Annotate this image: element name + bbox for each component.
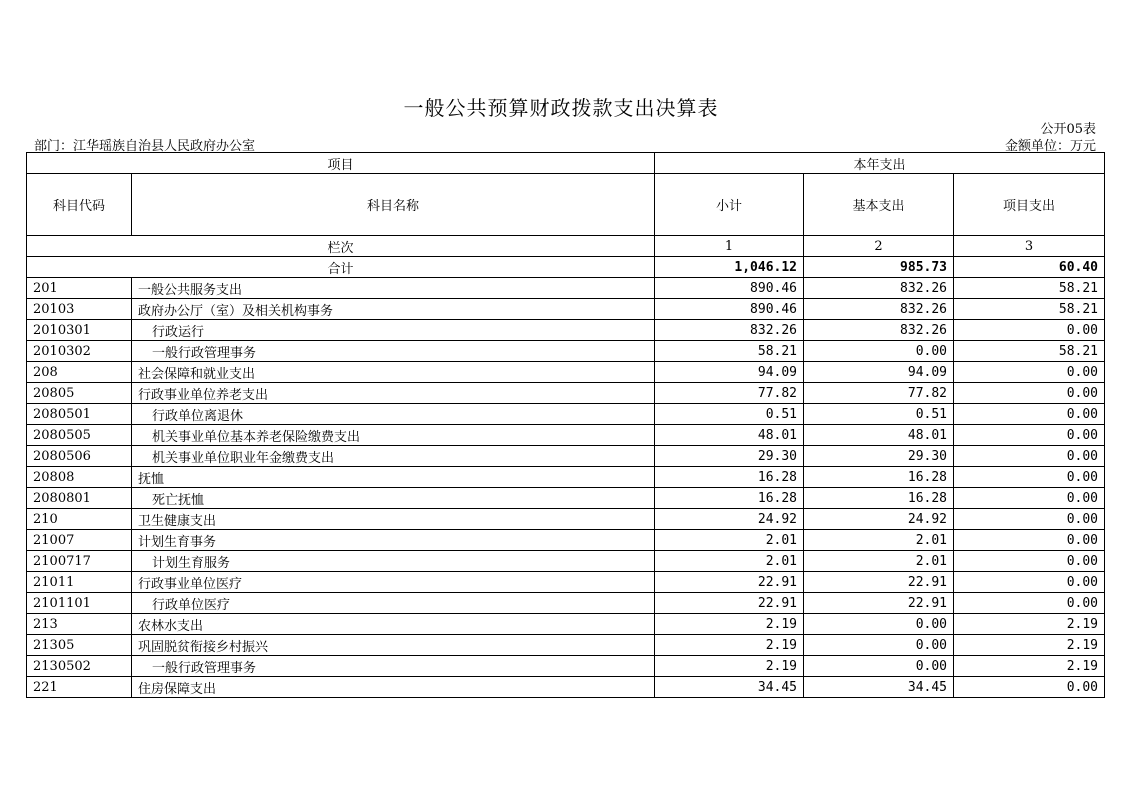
row-code: 20808 <box>27 467 132 488</box>
row-name: 行政运行 <box>132 320 655 341</box>
row-basic: 94.09 <box>804 362 954 383</box>
row-basic: 0.00 <box>804 656 954 677</box>
row-basic: 2.01 <box>804 530 954 551</box>
table-row <box>27 635 1105 656</box>
column-number-label: 栏次 <box>27 236 655 257</box>
row-name: 行政单位离退休 <box>132 404 655 425</box>
row-basic: 22.91 <box>804 572 954 593</box>
row-basic: 16.28 <box>804 488 954 509</box>
table-row <box>27 341 1105 362</box>
row-name: 卫生健康支出 <box>132 509 655 530</box>
row-basic: 0.00 <box>804 614 954 635</box>
row-code: 2130502 <box>27 656 132 677</box>
table-row <box>27 593 1105 614</box>
total-project: 60.40 <box>954 257 1105 278</box>
row-name: 一般公共服务支出 <box>132 278 655 299</box>
header-item: 项目 <box>27 153 655 174</box>
row-subtotal: 890.46 <box>655 299 804 320</box>
total-row <box>27 257 1105 278</box>
row-basic: 0.00 <box>804 341 954 362</box>
row-basic: 832.26 <box>804 299 954 320</box>
row-project: 0.00 <box>954 593 1105 614</box>
table-row <box>27 509 1105 530</box>
row-project: 2.19 <box>954 656 1105 677</box>
header-name: 科目名称 <box>132 174 655 236</box>
row-name: 行政事业单位养老支出 <box>132 383 655 404</box>
table-row <box>27 677 1105 698</box>
total-basic: 985.73 <box>804 257 954 278</box>
row-code: 21305 <box>27 635 132 656</box>
row-name: 机关事业单位基本养老保险缴费支出 <box>132 425 655 446</box>
row-subtotal: 2.19 <box>655 614 804 635</box>
row-code: 208 <box>27 362 132 383</box>
row-name: 计划生育事务 <box>132 530 655 551</box>
header-project: 项目支出 <box>954 174 1105 236</box>
form-number: 公开05表 <box>1040 122 1096 137</box>
table-row <box>27 614 1105 635</box>
row-name: 农林水支出 <box>132 614 655 635</box>
row-basic: 22.91 <box>804 593 954 614</box>
row-basic: 2.01 <box>804 551 954 572</box>
row-subtotal: 2.19 <box>655 635 804 656</box>
row-project: 2.19 <box>954 614 1105 635</box>
table-row <box>27 362 1105 383</box>
row-subtotal: 0.51 <box>655 404 804 425</box>
row-basic: 832.26 <box>804 278 954 299</box>
row-project: 0.00 <box>954 677 1105 698</box>
row-name: 死亡抚恤 <box>132 488 655 509</box>
row-subtotal: 832.26 <box>655 320 804 341</box>
column-number-1: 1 <box>655 236 804 257</box>
table-row <box>27 404 1105 425</box>
row-code: 21007 <box>27 530 132 551</box>
row-project: 0.00 <box>954 404 1105 425</box>
table-row <box>27 572 1105 593</box>
row-code: 221 <box>27 677 132 698</box>
amount-unit-label: 金额单位：万元 <box>1004 139 1096 154</box>
table-row <box>27 299 1105 320</box>
row-subtotal: 22.91 <box>655 593 804 614</box>
row-name: 机关事业单位职业年金缴费支出 <box>132 446 655 467</box>
row-subtotal: 16.28 <box>655 467 804 488</box>
table-row <box>27 425 1105 446</box>
table-row <box>27 278 1105 299</box>
header-basic: 基本支出 <box>804 174 954 236</box>
row-name: 一般行政管理事务 <box>132 656 655 677</box>
row-project: 58.21 <box>954 341 1105 362</box>
row-code: 210 <box>27 509 132 530</box>
row-subtotal: 16.28 <box>655 488 804 509</box>
total-subtotal: 1,046.12 <box>655 257 804 278</box>
header-code: 科目代码 <box>27 174 132 236</box>
row-name: 行政单位医疗 <box>132 593 655 614</box>
column-number-3: 3 <box>954 236 1105 257</box>
row-project: 0.00 <box>954 509 1105 530</box>
row-project: 0.00 <box>954 467 1105 488</box>
row-subtotal: 2.01 <box>655 551 804 572</box>
row-subtotal: 29.30 <box>655 446 804 467</box>
table-row <box>27 488 1105 509</box>
row-project: 0.00 <box>954 530 1105 551</box>
row-name: 政府办公厅（室）及相关机构事务 <box>132 299 655 320</box>
row-name: 住房保障支出 <box>132 677 655 698</box>
row-project: 0.00 <box>954 320 1105 341</box>
row-name: 行政事业单位医疗 <box>132 572 655 593</box>
row-basic: 48.01 <box>804 425 954 446</box>
header-subtotal: 小计 <box>655 174 804 236</box>
row-name: 一般行政管理事务 <box>132 341 655 362</box>
row-code: 2080506 <box>27 446 132 467</box>
row-code: 2100717 <box>27 551 132 572</box>
row-project: 0.00 <box>954 446 1105 467</box>
column-number-2: 2 <box>804 236 954 257</box>
department-label: 部门：江华瑶族自治县人民政府办公室 <box>34 139 256 154</box>
row-subtotal: 2.19 <box>655 656 804 677</box>
row-subtotal: 94.09 <box>655 362 804 383</box>
row-name: 巩固脱贫衔接乡村振兴 <box>132 635 655 656</box>
row-project: 2.19 <box>954 635 1105 656</box>
row-code: 2080801 <box>27 488 132 509</box>
page-title: 一般公共预算财政拨款支出决算表 <box>403 96 719 120</box>
row-subtotal: 890.46 <box>655 278 804 299</box>
table-row <box>27 551 1105 572</box>
row-basic: 29.30 <box>804 446 954 467</box>
row-code: 213 <box>27 614 132 635</box>
row-code: 2080501 <box>27 404 132 425</box>
row-code: 2010301 <box>27 320 132 341</box>
row-subtotal: 48.01 <box>655 425 804 446</box>
row-basic: 24.92 <box>804 509 954 530</box>
row-code: 2101101 <box>27 593 132 614</box>
row-basic: 77.82 <box>804 383 954 404</box>
row-project: 0.00 <box>954 362 1105 383</box>
row-subtotal: 22.91 <box>655 572 804 593</box>
row-subtotal: 24.92 <box>655 509 804 530</box>
total-label: 合计 <box>27 257 655 278</box>
row-code: 20805 <box>27 383 132 404</box>
row-basic: 16.28 <box>804 467 954 488</box>
row-subtotal: 2.01 <box>655 530 804 551</box>
row-code: 2080505 <box>27 425 132 446</box>
row-project: 0.00 <box>954 488 1105 509</box>
row-basic: 0.00 <box>804 635 954 656</box>
row-subtotal: 58.21 <box>655 341 804 362</box>
table-row <box>27 530 1105 551</box>
row-code: 201 <box>27 278 132 299</box>
table-row <box>27 467 1105 488</box>
row-project: 0.00 <box>954 551 1105 572</box>
table-row <box>27 383 1105 404</box>
table-body <box>27 278 1105 698</box>
row-project: 0.00 <box>954 572 1105 593</box>
row-project: 58.21 <box>954 299 1105 320</box>
row-name: 计划生育服务 <box>132 551 655 572</box>
table-row <box>27 320 1105 341</box>
row-basic: 0.51 <box>804 404 954 425</box>
row-project: 58.21 <box>954 278 1105 299</box>
row-name: 社会保障和就业支出 <box>132 362 655 383</box>
row-basic: 832.26 <box>804 320 954 341</box>
row-code: 21011 <box>27 572 132 593</box>
header-current-year: 本年支出 <box>655 153 1105 174</box>
row-subtotal: 77.82 <box>655 383 804 404</box>
row-project: 0.00 <box>954 383 1105 404</box>
row-subtotal: 34.45 <box>655 677 804 698</box>
table-row <box>27 446 1105 467</box>
row-code: 20103 <box>27 299 132 320</box>
row-name: 抚恤 <box>132 467 655 488</box>
table-row <box>27 656 1105 677</box>
row-project: 0.00 <box>954 425 1105 446</box>
row-code: 2010302 <box>27 341 132 362</box>
row-basic: 34.45 <box>804 677 954 698</box>
expenditure-table <box>26 152 1105 698</box>
